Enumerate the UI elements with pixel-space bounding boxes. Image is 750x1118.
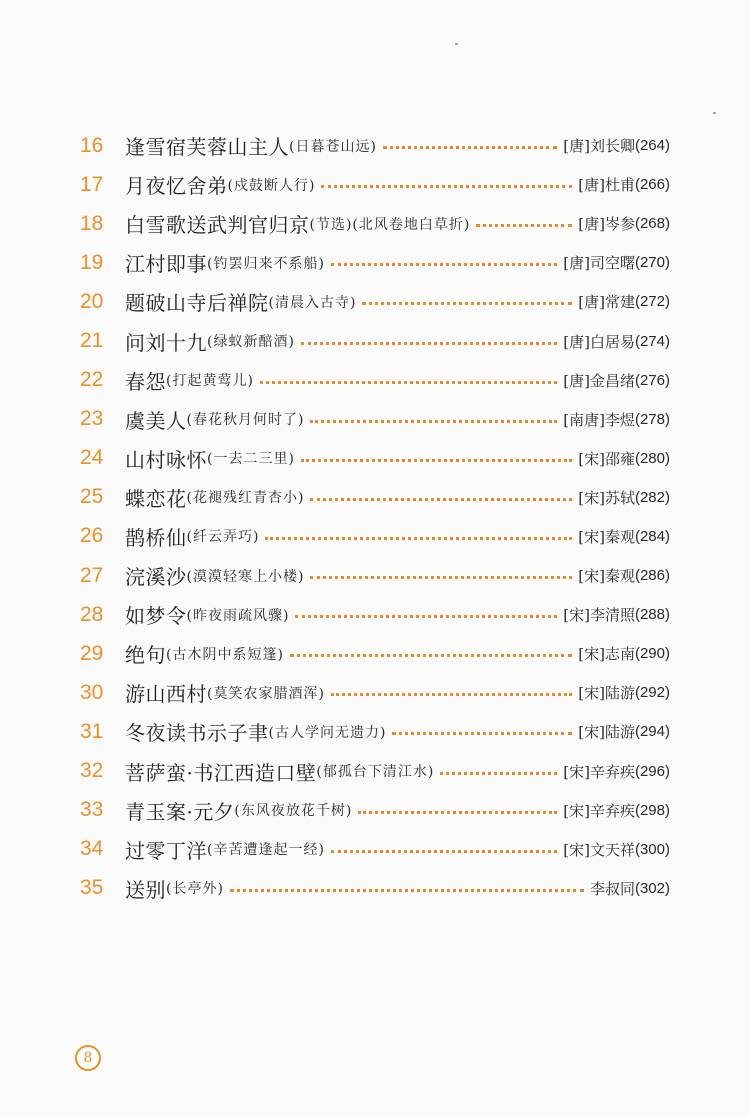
entry-first-line: (清晨入古寺) — [268, 294, 357, 311]
entry-author: [宋]志南 — [578, 645, 635, 664]
dot-leader — [331, 253, 557, 266]
dot-leader — [383, 136, 557, 149]
paper-speck — [455, 43, 458, 45]
entry-first-line: (漠漠轻寒上小楼) — [186, 568, 305, 585]
entry-first-line: (昨夜雨疏风骤) — [186, 607, 290, 624]
entry-title: 过零丁洋 — [125, 838, 207, 863]
toc-entry[interactable] — [80, 595, 670, 634]
entry-author: [宋]秦观 — [578, 567, 635, 586]
entry-number: 19 — [80, 250, 104, 274]
entry-title: 白雪歌送武判官归京 — [125, 213, 310, 238]
dot-leader — [392, 722, 572, 735]
entry-first-line: (一去二三里) — [207, 451, 295, 468]
entry-author: [宋]苏轼 — [578, 488, 635, 507]
entry-author: [唐]杜甫 — [578, 176, 635, 195]
entry-author: [宋]李清照 — [563, 606, 635, 625]
toc-entry[interactable] — [80, 400, 670, 439]
entry-title: 月夜忆舍弟 — [125, 174, 228, 199]
entry-author: [唐]白居易 — [563, 332, 635, 351]
entry-page: (302) — [634, 879, 670, 897]
entry-page: (270) — [634, 254, 670, 272]
entry-number: 33 — [80, 798, 104, 822]
entry-title: 菩萨蛮·书江西造口壁 — [125, 760, 317, 785]
entry-first-line: (戍鼓断人行) — [227, 177, 316, 194]
toc-entry[interactable] — [80, 204, 670, 243]
dot-leader — [310, 488, 572, 501]
toc-entry[interactable] — [80, 478, 670, 517]
entry-first-line: (节选)(北风卷地白草折) — [309, 216, 471, 233]
entry-first-line: (钓罢归来不系船) — [207, 255, 325, 272]
entry-page: (292) — [634, 684, 670, 702]
entry-page: (290) — [634, 645, 670, 663]
entry-author: [宋]秦观 — [578, 527, 635, 546]
entry-title: 如梦令 — [125, 604, 187, 629]
entry-title: 浣溪沙 — [125, 565, 187, 590]
entry-first-line: (辛苦遭逢起一经) — [207, 842, 325, 859]
entry-first-line: (绿蚁新醅酒) — [207, 334, 295, 351]
toc-entry[interactable] — [80, 830, 670, 869]
dot-leader — [265, 527, 572, 540]
entry-title: 题破山寺后禅院 — [125, 291, 269, 316]
entry-author: [宋]邵雍 — [578, 449, 635, 468]
entry-page: (276) — [634, 371, 670, 389]
entry-title: 冬夜读书示子聿 — [125, 721, 269, 746]
entry-number: 18 — [80, 211, 104, 235]
entry-author: [宋]文天祥 — [563, 840, 635, 859]
dot-leader — [476, 214, 572, 227]
entry-first-line: (长亭外) — [166, 881, 224, 898]
entry-number: 34 — [80, 837, 104, 861]
page-number-badge — [75, 1045, 101, 1071]
entry-page: (300) — [634, 840, 670, 858]
entry-number: 21 — [80, 329, 104, 353]
toc-entry[interactable] — [80, 869, 670, 908]
entry-first-line: (莫笑农家腊酒浑) — [207, 685, 325, 702]
toc-entry[interactable] — [80, 321, 670, 360]
entry-author: [宋]陆游 — [578, 684, 635, 703]
entry-first-line: (打起黄莺儿) — [166, 373, 254, 390]
entry-number: 26 — [80, 524, 104, 548]
entry-title: 山村咏怀 — [125, 447, 207, 472]
toc-entry[interactable] — [80, 517, 670, 556]
entry-number: 20 — [80, 289, 104, 313]
entry-page: (296) — [634, 762, 670, 780]
entry-first-line: (古人学问无遗力) — [268, 724, 387, 741]
entry-title: 鹊桥仙 — [125, 525, 187, 550]
paper-speck — [713, 112, 716, 114]
entry-page: (268) — [634, 215, 670, 233]
dot-leader — [310, 566, 572, 579]
entry-page: (264) — [634, 137, 670, 155]
entry-author: [宋]辛弃疾 — [563, 801, 635, 820]
entry-title: 虞美人 — [125, 408, 187, 433]
toc-entry[interactable] — [80, 165, 670, 204]
dot-leader — [440, 762, 557, 775]
entry-first-line: (纤云弄巧) — [186, 529, 260, 546]
entry-first-line: (古木阴中系短篷) — [166, 646, 284, 663]
entry-first-line: (东风夜放花千树) — [234, 803, 353, 820]
table-of-contents — [80, 126, 670, 908]
entry-author: [唐]常建 — [578, 293, 635, 312]
toc-entry[interactable] — [80, 439, 670, 478]
entry-first-line: (郁孤台下清江水) — [316, 764, 435, 781]
dot-leader — [301, 332, 557, 345]
entry-first-line: (花褪残红青杏小) — [186, 490, 305, 507]
entry-page: (298) — [634, 801, 670, 819]
toc-entry[interactable] — [80, 243, 670, 282]
entry-number: 29 — [80, 641, 104, 665]
entry-title: 问刘十九 — [125, 330, 207, 355]
entry-page: (286) — [634, 567, 670, 585]
dot-leader — [321, 175, 572, 188]
entry-number: 23 — [80, 407, 104, 431]
entry-page: (282) — [634, 488, 670, 506]
entry-author: [南唐]李煜 — [563, 410, 635, 429]
entry-number: 22 — [80, 368, 104, 392]
entry-first-line: (日暮苍山远) — [289, 138, 377, 155]
entry-number: 32 — [80, 759, 104, 783]
toc-entry[interactable] — [80, 126, 670, 165]
entry-number: 27 — [80, 563, 104, 587]
entry-number: 35 — [80, 876, 104, 900]
entry-title: 蝶恋花 — [125, 486, 187, 511]
entry-author: [唐]刘长卿 — [563, 137, 635, 156]
dot-leader — [331, 840, 557, 853]
dot-leader — [301, 449, 572, 462]
entry-page: (294) — [634, 723, 670, 741]
entry-author: [唐]金昌绪 — [563, 371, 635, 390]
entry-title: 游山西村 — [125, 682, 207, 707]
dot-leader — [310, 410, 557, 423]
entry-title: 春怨 — [125, 369, 166, 394]
entry-page: (288) — [634, 606, 670, 624]
toc-entry[interactable] — [80, 791, 670, 830]
entry-page: (284) — [634, 527, 670, 545]
entry-page: (280) — [634, 449, 670, 467]
entry-author: [唐]岑参 — [578, 215, 635, 234]
toc-entry[interactable] — [80, 634, 670, 673]
toc-entry[interactable] — [80, 282, 670, 321]
entry-number: 17 — [80, 172, 104, 196]
dot-leader — [260, 371, 557, 384]
dot-leader — [362, 292, 572, 305]
entry-title: 江村即事 — [125, 252, 207, 277]
entry-title: 送别 — [125, 877, 166, 902]
entry-title: 青玉案·元夕 — [125, 799, 235, 824]
entry-title: 逢雪宿芙蓉山主人 — [125, 135, 289, 160]
entry-page: (272) — [634, 293, 670, 311]
entry-page: (274) — [634, 332, 670, 350]
dot-leader — [358, 801, 557, 814]
toc-entry[interactable] — [80, 752, 670, 791]
entry-number: 24 — [80, 446, 104, 470]
entry-number: 28 — [80, 602, 104, 626]
toc-entry[interactable] — [80, 673, 670, 712]
entry-first-line: (春花秋月何时了) — [186, 412, 305, 429]
entry-number: 16 — [80, 133, 104, 157]
dot-leader — [230, 879, 584, 892]
entry-page: (266) — [634, 176, 670, 194]
entry-number: 25 — [80, 485, 104, 509]
entry-page: (278) — [634, 410, 670, 428]
entry-author: 李叔同 — [589, 879, 635, 898]
entry-author: [唐]司空曙 — [563, 254, 635, 273]
entry-number: 31 — [80, 719, 104, 743]
entry-author: [宋]辛弃疾 — [563, 762, 635, 781]
dot-leader — [331, 683, 572, 696]
toc-entry[interactable] — [80, 361, 670, 400]
toc-entry[interactable] — [80, 712, 670, 751]
entry-author: [宋]陆游 — [578, 723, 635, 742]
toc-entry[interactable] — [80, 556, 670, 595]
entry-title: 绝句 — [125, 643, 166, 668]
page-number: 8 — [83, 1050, 93, 1066]
dot-leader — [295, 605, 557, 618]
dot-leader — [290, 644, 572, 657]
entry-number: 30 — [80, 680, 104, 704]
